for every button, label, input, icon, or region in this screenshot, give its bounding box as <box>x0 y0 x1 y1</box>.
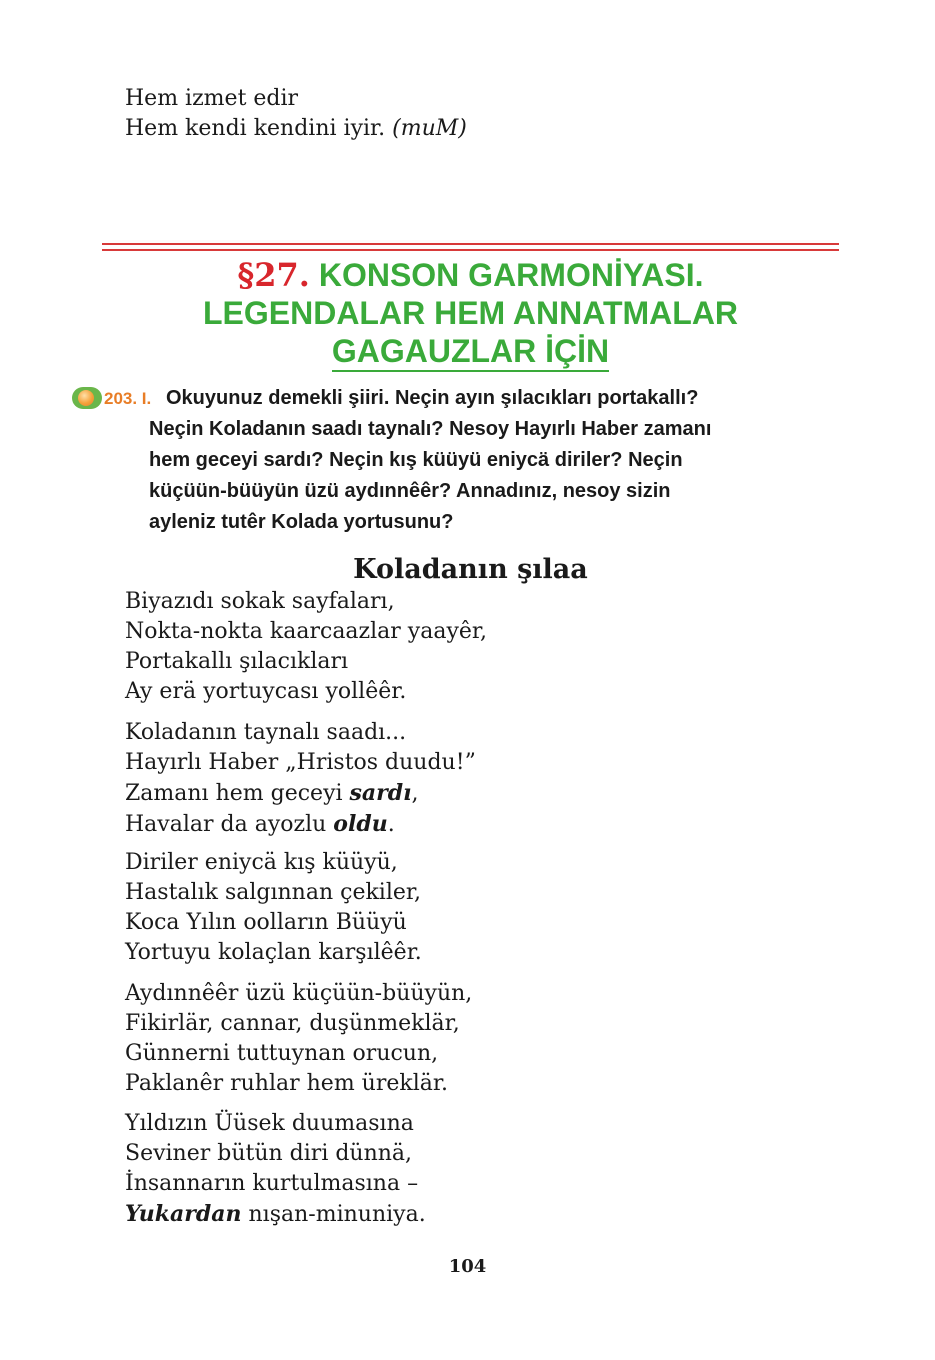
exercise-line-3: hem geceyi sardı? Neçin kış küüyü eniycä diriler? Neçin <box>149 449 683 471</box>
stanza-1-line-3: Portakallı şılacıkları <box>125 649 349 674</box>
poem-stanza-2 <box>125 718 476 840</box>
stanza-5-line-3: İnsannarın kurtulmasına – <box>125 1171 419 1196</box>
stanza-5-line-4-text: nışan-minuniya. <box>241 1202 426 1227</box>
stanza-2-line-4-text: Havalar da ayozlu <box>125 812 334 837</box>
stanza-5-line-4 <box>125 1199 426 1230</box>
poem-stanza-1 <box>125 587 487 707</box>
stanza-1-line-1: Biyazıdı sokak sayfaları, <box>125 589 395 614</box>
poem-stanza-5 <box>125 1109 426 1230</box>
riddle-block <box>125 84 467 144</box>
riddle-line-2-text: Hem kendi kendini iyir. <box>125 116 386 141</box>
exercise-203 <box>72 383 852 538</box>
riddle-answer: (muM) <box>392 116 467 141</box>
stanza-3-line-4: Yortuyu kolaçlan karşılêêr. <box>125 940 422 965</box>
section-number: §27. <box>237 256 310 294</box>
emphasis-yukardan: Yukardan <box>125 1201 242 1227</box>
stanza-4-line-2: Fikirlär, cannar, duşünmeklär, <box>125 1011 460 1036</box>
poem-stanza-3 <box>125 848 422 968</box>
heading-rule-top <box>102 243 839 245</box>
heading-line-1 <box>102 256 839 294</box>
riddle-line-1: Hem izmet edir <box>125 86 299 111</box>
stanza-2-line-3-text: Zamanı hem geceyi <box>125 781 350 806</box>
heading-rule-bottom <box>102 249 839 251</box>
stanza-4-line-1: Aydınnêêr üzü küçüün-büüyün, <box>125 981 473 1006</box>
exercise-line-2: Neçin Koladanın saadı taynalı? Nesoy Hayırlı Haber zamanı <box>149 418 712 440</box>
stanza-2-line-4-punct: . <box>387 812 395 837</box>
exercise-line-5: ayleniz tutêr Kolada yortusunu? <box>149 511 454 533</box>
exercise-number: 203. I. <box>104 389 152 408</box>
section-heading <box>102 256 839 372</box>
stanza-2-line-3 <box>125 778 476 809</box>
heading-title-1: KONSON GARMONİYASI. <box>318 257 704 293</box>
stanza-2-line-3-punct: , <box>411 781 419 806</box>
exercise-bullet-icon <box>72 387 102 409</box>
stanza-1-line-2: Nokta-nokta kaarcaazlar yaayêr, <box>125 619 488 644</box>
exercise-line-4: küçüün-büüyün üzü aydınnêêr? Annadınız, nesoy sizin <box>149 480 671 502</box>
stanza-2-line-1: Koladanın taynalı saadı... <box>125 720 407 745</box>
stanza-5-line-1: Yıldızın Üüsek duumasına <box>125 1111 414 1136</box>
stanza-1-line-4: Ay erä yortuycası yollêêr. <box>125 679 407 704</box>
emphasis-sardi: sardı <box>349 780 412 806</box>
poem-stanza-4 <box>125 979 472 1099</box>
heading-line-3: GAGAUZLAR İÇİN <box>332 332 609 372</box>
stanza-3-line-3: Koca Yılın oolların Büüyü <box>125 910 407 935</box>
stanza-2-line-4 <box>125 809 476 840</box>
riddle-line-2 <box>125 114 467 144</box>
stanza-4-line-4: Paklanêr ruhlar hem üreklär. <box>125 1071 448 1096</box>
stanza-2-line-2: Hayırlı Haber „Hristos duudu!” <box>125 750 476 775</box>
exercise-line-1: Okuyunuz demekli şiiri. Neçin ayın şılacıkları portakallı? <box>166 387 699 409</box>
stanza-5-line-2: Seviner bütün diri dünnä, <box>125 1141 413 1166</box>
exercise-text <box>149 383 852 538</box>
emphasis-oldu: oldu <box>333 811 388 837</box>
heading-line-2: LEGENDALAR HEM ANNATMALAR <box>202 295 739 331</box>
poem-title: Koladanın şılaa <box>353 554 588 585</box>
stanza-3-line-2: Hastalık salgınnan çekiler, <box>125 880 421 905</box>
page-number: 104 <box>448 1256 487 1277</box>
stanza-3-line-1: Diriler eniycä kış küüyü, <box>125 850 398 875</box>
stanza-4-line-3: Günnerni tuttuynan orucun, <box>125 1041 439 1066</box>
